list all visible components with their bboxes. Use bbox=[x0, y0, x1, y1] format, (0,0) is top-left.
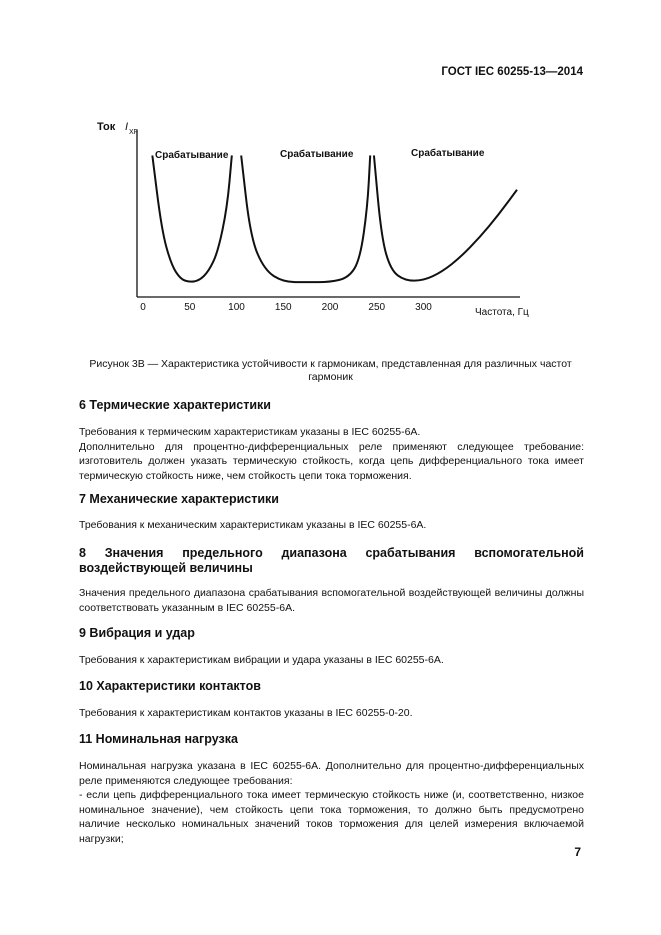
curve-segment-3 bbox=[374, 155, 517, 280]
x-tick-label: 0 bbox=[140, 302, 146, 313]
curve-segment-1 bbox=[152, 155, 231, 281]
section-7-title: 7 Механические характеристики bbox=[79, 492, 279, 506]
x-tick-label: 250 bbox=[368, 302, 386, 313]
y-axis-label: Ток bbox=[97, 121, 116, 133]
caption-line-1: Рисунок 3В — Характеристика устойчивости к гармоникам, представленная для различных частот bbox=[89, 358, 572, 370]
y-axis-subscript: XF bbox=[129, 129, 138, 136]
section-9-title: 9 Вибрация и удар bbox=[79, 626, 195, 640]
section-11-p1: Номинальная нагрузка указана в IEC 60255-6A. Дополнительно для процентно-дифференциальных реле применяются следующее требования: bbox=[79, 760, 584, 787]
section-11-body bbox=[79, 759, 584, 846]
section-9-p1: Требования к характеристикам вибрации и удара указаны в IEC 60255-6A. bbox=[79, 654, 444, 666]
section-6-p1: Требования к термическим характеристикам указаны в IEC 60255-6A. bbox=[79, 426, 421, 438]
curve-segment-2 bbox=[241, 155, 370, 282]
section-11-p2: - если цепь дифференциального тока имеет термическую стойкость ниже (и, соответственно, низкое номинальное значение), чем стойкость цепи тока торможения, то должно быть предусмотрено наличие несколько номинальных значений токов торможения для целей измерения включаемой нагрузки; bbox=[79, 789, 584, 845]
section-8-title-line-2: воздействующей величины bbox=[79, 561, 253, 575]
section-10-p1: Требования к характеристикам контактов указаны в IEC 60255-0-20. bbox=[79, 707, 413, 719]
x-tick-label: 100 bbox=[228, 302, 245, 313]
harmonic-characteristic-figure bbox=[0, 110, 661, 325]
section-8-title-line-1: 8 Значения предельного диапазона срабатывания вспомогательной bbox=[79, 546, 584, 560]
annotation-operate-1: Срабатывание bbox=[155, 150, 229, 161]
x-tick-label: 300 bbox=[415, 302, 432, 313]
document-header: ГОСТ IEC 60255-13—2014 bbox=[441, 66, 583, 78]
x-axis-label: Частота, Гц bbox=[475, 307, 529, 318]
x-tick-labels bbox=[140, 302, 432, 313]
section-10-title: 10 Характеристики контактов bbox=[79, 679, 261, 693]
section-8-title bbox=[79, 546, 584, 576]
chart-curves bbox=[152, 155, 517, 282]
annotation-operate-2: Срабатывание bbox=[280, 149, 354, 160]
section-6-body bbox=[79, 425, 584, 483]
annotation-operate-3: Срабатывание bbox=[411, 148, 485, 159]
caption-line-2: гармоник bbox=[308, 371, 353, 383]
x-tick-label: 200 bbox=[321, 302, 339, 313]
section-6-p2: Дополнительно для процентно-дифференциальных реле применяют следующее требование: изготовитель должен указать термическую стойкость, когда цепь дифференциального тока имеет термическую стойкость ниже, чем стойкость цепи тока торможения. bbox=[79, 440, 584, 482]
section-8-p1: Значения предельного диапазона срабатывания вспомогательной воздействующей величины должны соответствовать указанным в IEC 60255-6A. bbox=[79, 587, 584, 614]
y-axis-symbol: I bbox=[125, 121, 129, 133]
page-number: 7 bbox=[574, 845, 581, 859]
section-11-title: 11 Номинальная нагрузка bbox=[79, 732, 238, 746]
section-6-title: 6 Термические характеристики bbox=[79, 398, 271, 412]
figure-caption bbox=[70, 358, 591, 384]
x-tick-label: 150 bbox=[274, 302, 292, 313]
x-tick-label: 50 bbox=[184, 302, 196, 313]
section-7-p1: Требования к механическим характеристикам указаны в IEC 60255-6A. bbox=[79, 519, 427, 531]
